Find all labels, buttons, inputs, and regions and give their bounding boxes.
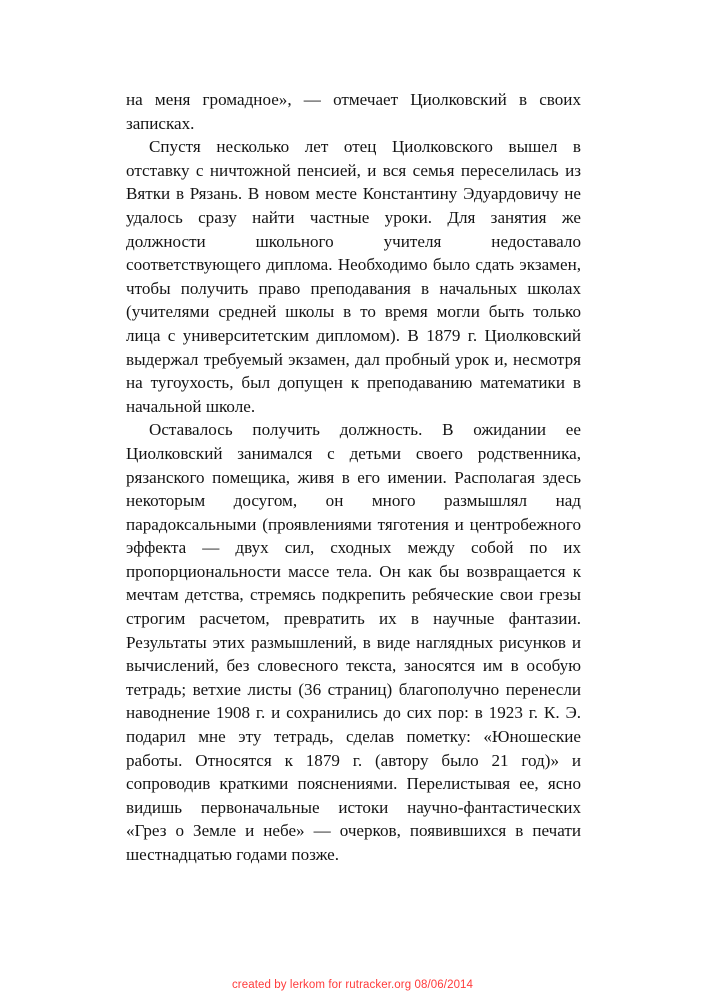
paragraph-1: на меня громадное», — отмечает Циолковский в своих записках.: [126, 90, 581, 133]
body-text-column: [126, 88, 581, 867]
paragraph-3: Оставалось получить должность. В ожидании ее Циолковский занимался с детьми своего родственника, рязанского помещика, живя в его имении. Располагая здесь некоторым досугом, он много размышлял над парадоксальными (проявлениями тяготения и центробежного эффекта — двух сил, сходных между собой по их пропорциональности массе тела. Он как бы возвращается к мечтам детства, стремясь подкрепить ребяческие свои грезы строгим расчетом, превратить их в научные фантазии. Результаты этих размышлений, в виде наглядных рисунков и вычислений, без словесного текста, заносятся им в особую тетрадь; ветхие листы (36 страниц) благополучно перенесли наводнение 1908 г. и сохранились до сих пор: в 1923 г. К. Э. подарил мне эту тетрадь, сделав пометку: «Юношеские работы. Относятся к 1879 г. (автору было 21 год)» и сопроводив краткими пояснениями. Перелистывая ее, ясно видишь первоначальные истоки научно-фантастических «Грез о Земле и небе» — очерков, появившихся в печати шестнадцатью годами позже.: [126, 420, 581, 864]
footer-credit-watermark: created by lerkom for rutracker.org 08/06/2014: [231, 979, 474, 991]
paragraph-2: Спустя несколько лет отец Циолковского вышел в отставку с ничтожной пенсией, и вся семья переселилась из Вятки в Рязань. В новом месте Константину Эдуардовичу не удалось сразу найти частные уроки. Для занятия же должности школьного учителя недоставало соответствующего диплома. Необходимо было сдать экзамен, чтобы получить право преподавания в начальных школах (учителями средней школы в то время могли быть только лица с университетским дипломом). В 1879 г. Циолковский выдержал требуемый экзамен, дал пробный урок и, несмотря на тугоухость, был допущен к преподаванию математики в начальной школе.: [126, 137, 581, 416]
